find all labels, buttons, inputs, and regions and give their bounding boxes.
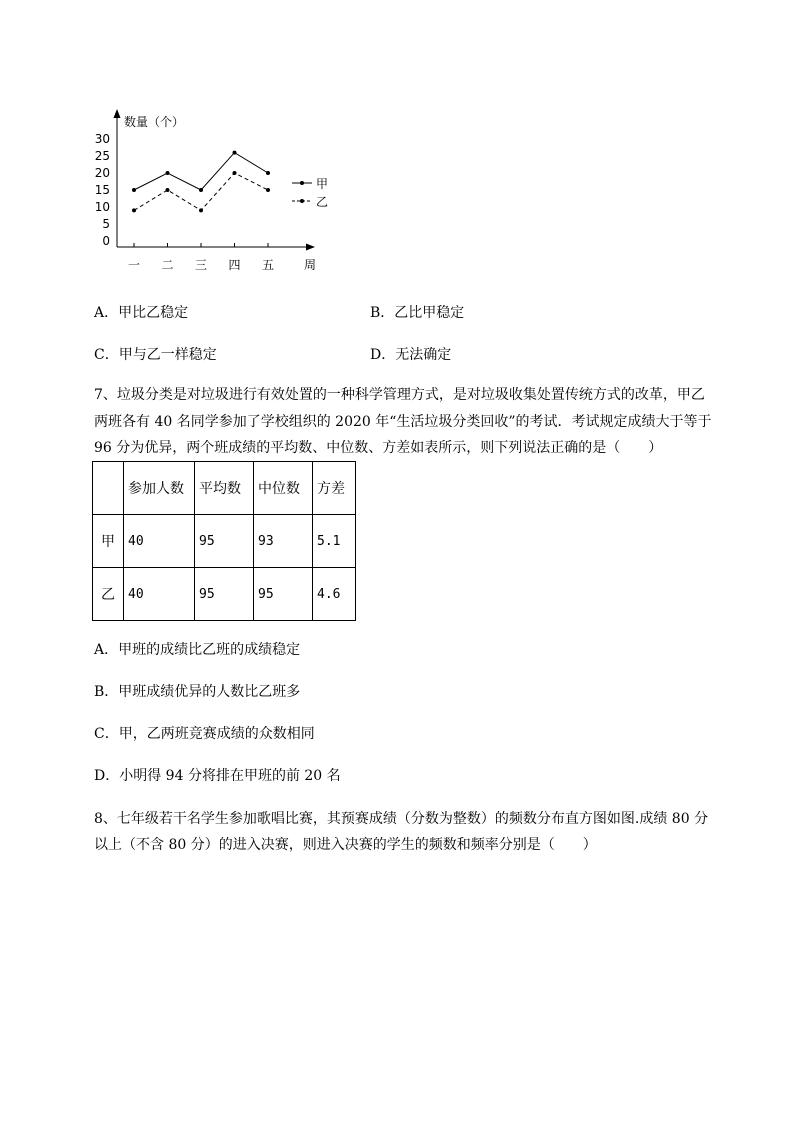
x-tick-label: 四 [228, 258, 241, 272]
table-row [93, 515, 356, 568]
x-tick-label: 一 [127, 258, 141, 272]
table-cell: 95 [254, 568, 313, 621]
table-header-cell: 方差 [313, 462, 356, 515]
q7-line-3: 96 分为优异，两个班成绩的平均数、中位数、方差如表所示，则下列说法正确的是（ ） [94, 440, 663, 456]
data-point [199, 208, 203, 212]
legend-label: 乙 [316, 195, 329, 209]
table-cell: 40 [124, 515, 195, 568]
table-header-cell [93, 462, 124, 515]
q7-option-c: C．甲，乙两班竞赛成绩的众数相同 [94, 726, 315, 742]
table-cell: 93 [254, 515, 313, 568]
q7-option-d: D．小明得 94 分将排在甲班的前 20 名 [94, 768, 341, 784]
legend-marker [300, 181, 304, 185]
data-point [132, 208, 136, 212]
x-tick-label: 二 [161, 258, 174, 272]
table-header-cell: 参加人数 [124, 462, 195, 515]
table-cell: 4.6 [313, 568, 356, 621]
table-cell: 40 [124, 568, 195, 621]
y-tick-label: 10 [94, 200, 110, 214]
y-tick-label: 15 [94, 183, 110, 197]
data-point [132, 188, 136, 192]
legend-marker [300, 199, 304, 203]
table-cell: 95 [195, 515, 254, 568]
stats-table [92, 461, 356, 621]
q7-option-a: A．甲班的成绩比乙班的成绩稳定 [94, 642, 301, 658]
table-cell: 95 [195, 568, 254, 621]
q8-line-1: 8、七年级若干名学生参加歌唱比赛，其预赛成绩（分数为整数）的频数分布直方图如图.成绩 80 分 [94, 811, 709, 827]
q7-line-2: 两班各有 40 名同学参加了学校组织的 2020 年“生活垃圾分类回收”的考试．考试规定成绩大于等于 [94, 414, 712, 430]
table-header-row [93, 462, 356, 515]
y-tick-label: 5 [102, 217, 110, 231]
y-tick-label: 0 [102, 234, 110, 248]
series-line-1 [134, 153, 268, 190]
data-point [166, 188, 170, 192]
table-header-cell: 中位数 [254, 462, 313, 515]
q6-option-b: B．乙比甲稳定 [370, 305, 465, 321]
y-tick-label: 25 [94, 149, 110, 163]
data-point [233, 151, 237, 155]
table-row [93, 568, 356, 621]
y-tick-label: 30 [94, 132, 110, 146]
table-cell: 乙 [93, 568, 124, 621]
q7-option-b: B．甲班成绩优异的人数比乙班多 [94, 684, 301, 700]
data-point [166, 171, 170, 175]
y-axis-label: 数量（个） [124, 115, 185, 129]
q6-option-d: D．无法确定 [370, 347, 452, 363]
data-point [233, 171, 237, 175]
q8-line-2: 以上（不含 80 分）的进入决赛，则进入决赛的学生的频数和频率分别是（ ） [94, 837, 597, 853]
table-cell: 甲 [93, 515, 124, 568]
q6-option-c: C．甲与乙一样稳定 [94, 347, 217, 363]
q6-option-a: A．甲比乙稳定 [94, 305, 189, 321]
y-axis-arrow [114, 109, 121, 118]
data-point [266, 188, 270, 192]
x-axis-label: 周 [304, 258, 317, 272]
x-axis-arrow [306, 244, 315, 251]
x-tick-label: 三 [194, 258, 208, 272]
data-point [199, 188, 203, 192]
line-chart [90, 105, 330, 280]
x-tick-label: 五 [261, 258, 275, 272]
table-header-cell: 平均数 [195, 462, 254, 515]
y-tick-label: 20 [94, 166, 110, 180]
data-point [266, 171, 270, 175]
legend-label: 甲 [316, 177, 329, 191]
q7-line-1: 7、垃圾分类是对垃圾进行有效处置的一种科学管理方式，是对垃圾收集处置传统方式的改革，甲乙 [94, 387, 705, 403]
table-cell: 5.1 [313, 515, 356, 568]
